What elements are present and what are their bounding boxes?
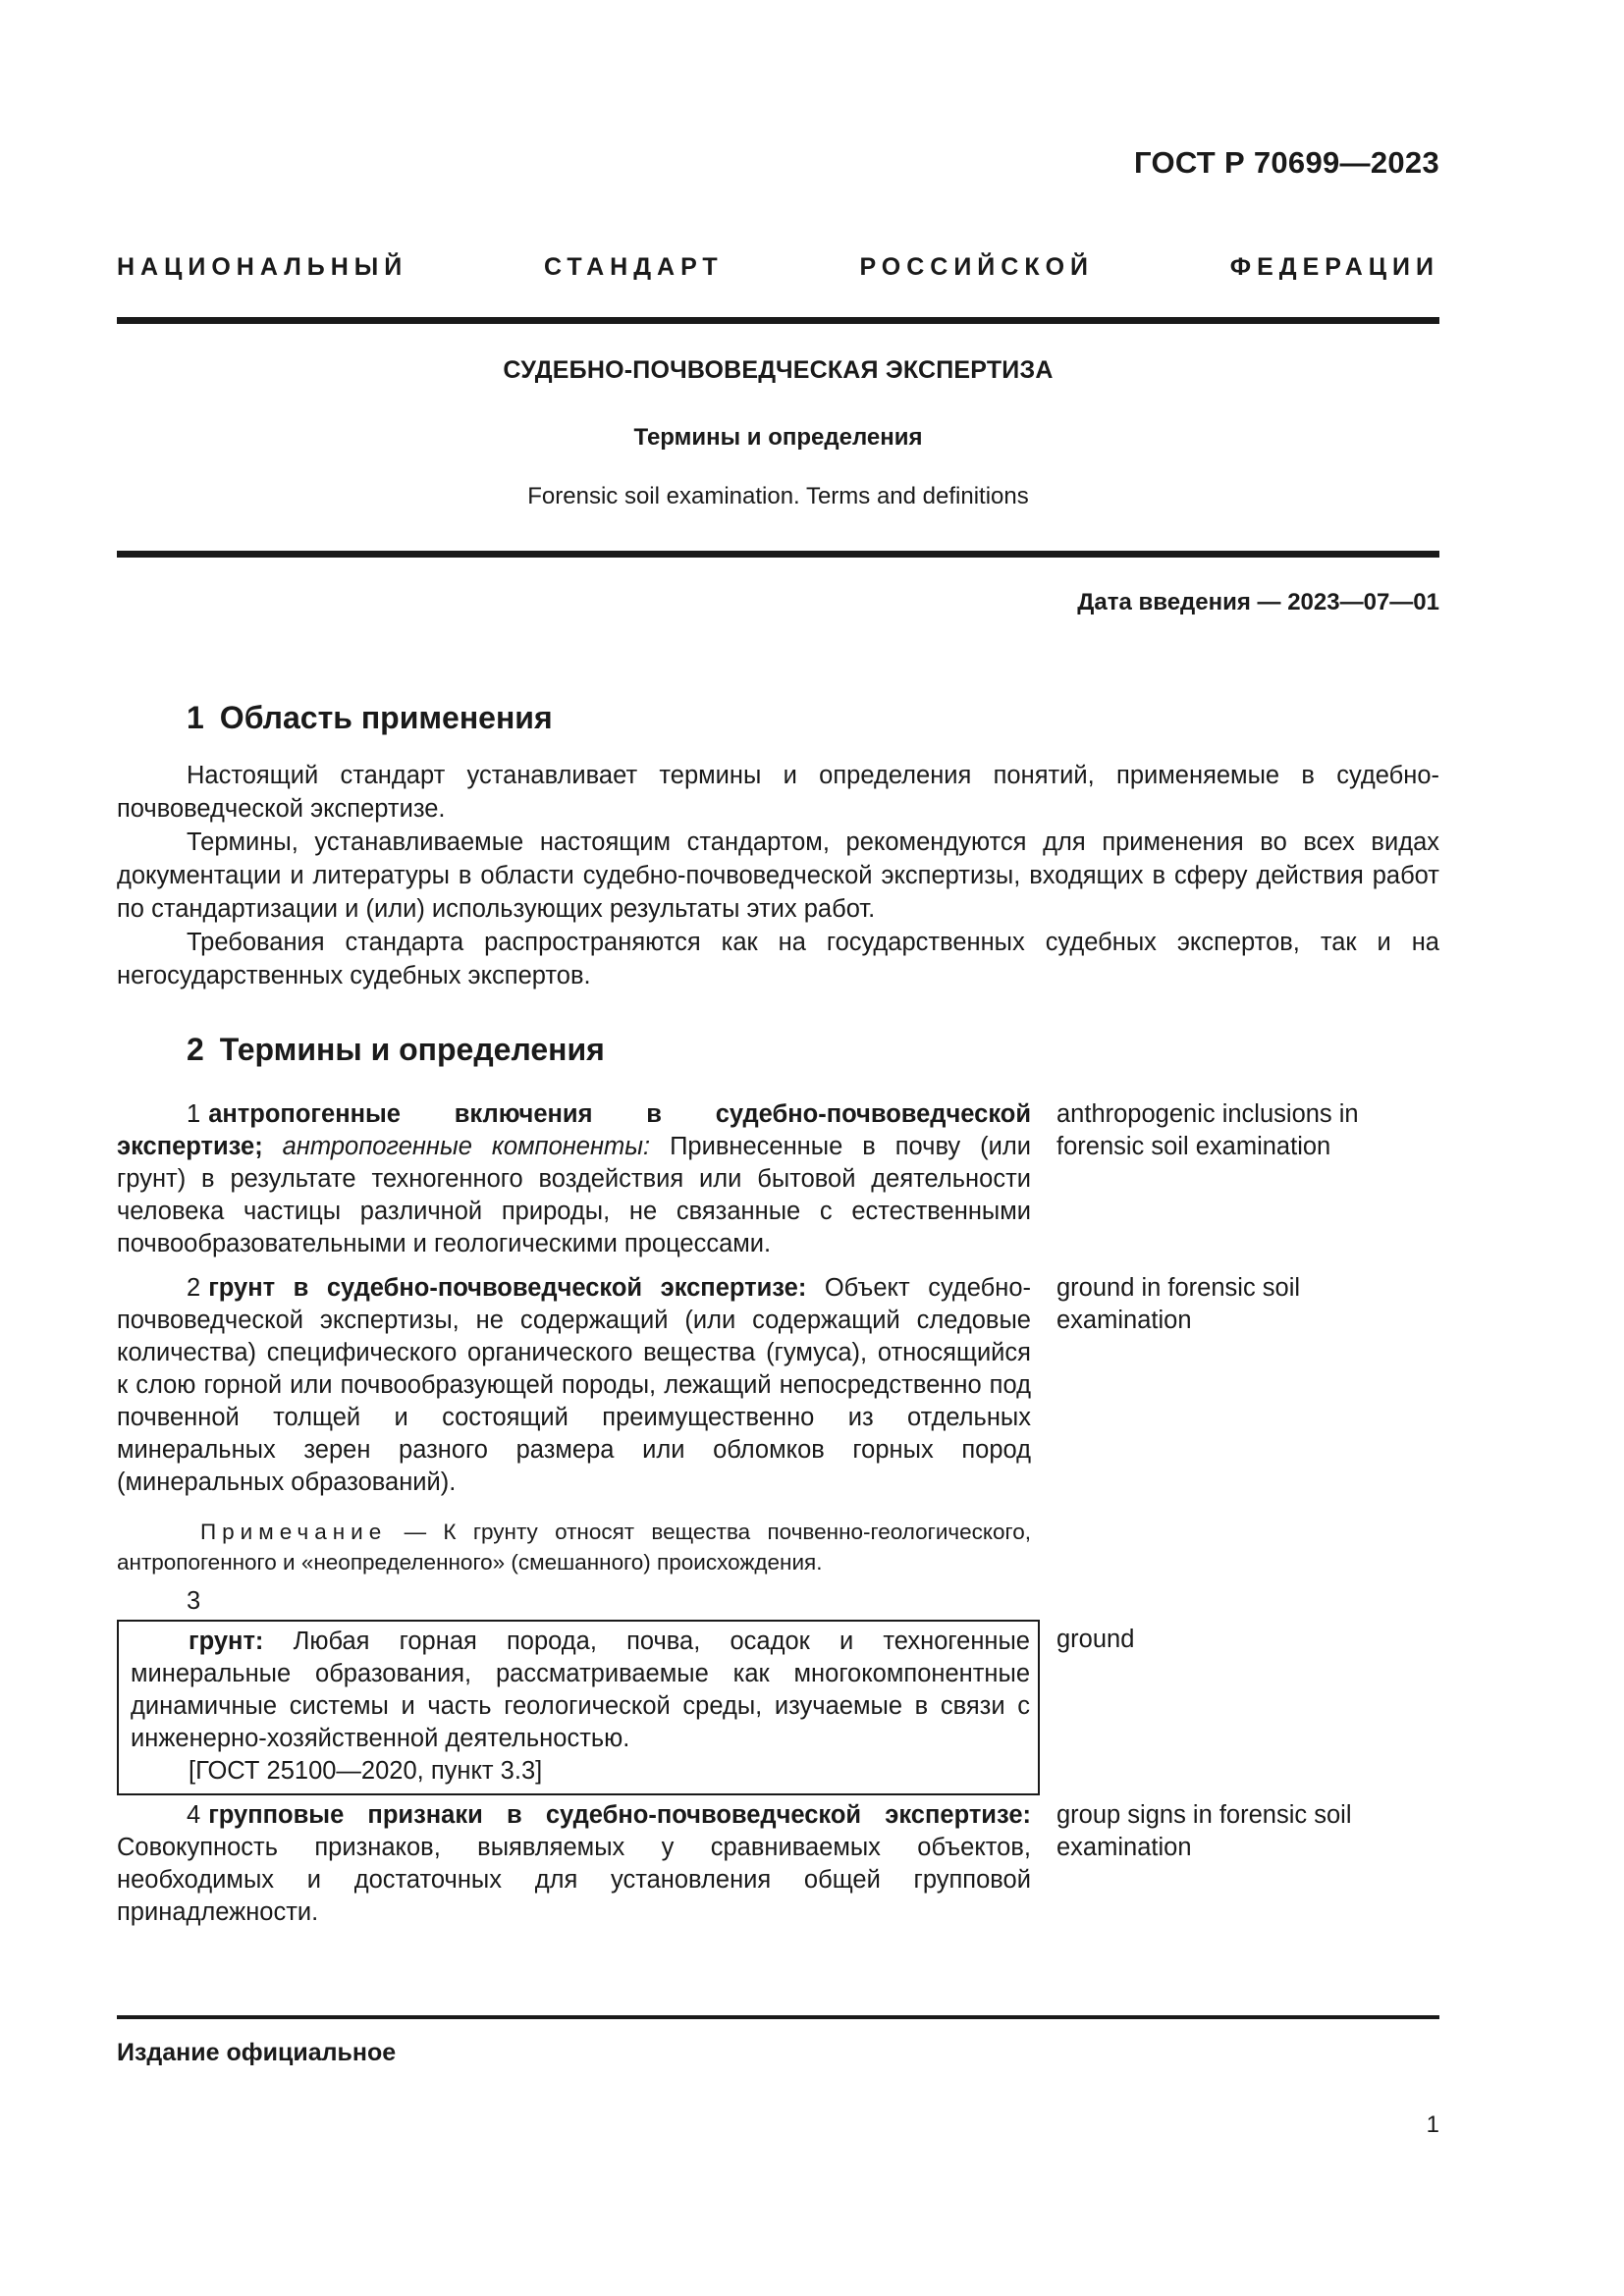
terms-list [117,1098,1439,1929]
term-definition: Любая горная порода, почва, осадок и техногенные минеральные образования, рассматриваемые как многокомпонентные динамичные системы и часть геологической среды, изучаемые в связи с инженерно-хозяйственной деятельностью. [131,1628,1030,1752]
term-definition: Совокупность признаков, выявляемых у сравниваемых объектов, необходимых и достаточных для установления общей групповой принадлежности. [117,1834,1031,1926]
scope-section-body [117,759,1439,992]
section-number: 2 [187,1032,204,1067]
banner-word: ФЕДЕРАЦИИ [1229,253,1439,281]
term-entry-4 [117,1799,1439,1929]
term-synonym: антропогенные компоненты: [282,1133,651,1160]
term-number: 4 [187,1801,201,1829]
banner-word: РОССИЙСКОЙ [859,253,1095,281]
banner-word: НАЦИОНАЛЬНЫЙ [117,253,408,281]
section-number: 1 [187,700,204,735]
term-entry-3 [117,1618,1439,1795]
term-definition: Привнесенные в почву (или грунт) в результате техногенного воздействия или бытовой деятельности человека частицы различной природы, не связанные с естественными почвообразовательными и геологическими процессами. [117,1133,1031,1257]
term-definition-block [117,1098,1031,1260]
term-name: грунт в судебно-почвоведческой экспертизе: [208,1274,807,1302]
top-divider [117,317,1439,324]
document-title: СУДЕБНО-ПОЧВОВЕДЧЕСКАЯ ЭКСПЕРТИЗА [503,356,1054,384]
term-english-equivalent: group signs in forensic soil examination [1056,1801,1352,1861]
term-entry-1 [117,1098,1439,1260]
term-definition: Объект судебно-почвоведческой экспертизы, не содержащий (или содержащий следовые количества) специфического органического вещества (гумуса), относящийся к слою горной или почвообразующей породы, лежащий непосредственно под почвенной толщей и состоящий преимущественно из отдельных минеральных зерен разного размера или обломков горных пород (минеральных образований). [117,1274,1031,1496]
introduction-date: Дата введения — 2023—07—01 [1077,589,1439,615]
footer-divider [117,2015,1439,2019]
official-edition-label: Издание официальное [117,2039,397,2066]
scope-paragraph: Настоящий стандарт устанавливает термины и определения понятий, применяемые в судебно-почвоведческой экспертизе. [117,762,1439,823]
term-definition-block [117,1272,1031,1577]
english-title: Forensic soil examination. Terms and definitions [527,483,1029,509]
national-standard-banner [117,253,1439,282]
note-text: — К грунту относят вещества почвенно-геологического, антропогенного и «неопределенного» (смешанного) происхождения. [117,1520,1031,1575]
section-title: Термины и определения [219,1032,605,1067]
note-label: Примечание [200,1520,388,1544]
section-2-heading [187,1032,605,1068]
banner-word: СТАНДАРТ [543,253,724,281]
term-note [117,1517,1031,1577]
term-entry-2 [117,1272,1439,1577]
term-english-equivalent: ground in forensic soil examination [1056,1274,1301,1334]
term-english-equivalent: ground [1056,1626,1135,1653]
term-number: 2 [187,1274,201,1302]
term-reference: [ГОСТ 25100—2020, пункт 3.3] [189,1757,543,1785]
borrowed-term-box [117,1620,1040,1795]
term-number: 1 [187,1100,201,1128]
term-name: грунт: [189,1628,264,1655]
term-english-equivalent: anthropogenic inclusions in forensic soil examination [1056,1100,1359,1160]
title-divider [117,551,1439,558]
document-subtitle: Термины и определения [633,424,923,451]
scope-paragraph: Термины, устанавливаемые настоящим стандартом, рекомендуются для применения во всех видах документации и литературы в области судебно-почвоведческой экспертизы, входящих в сферу действия работ по стандартизации и (или) использующих результаты этих работ. [117,828,1439,923]
term-name: антропогенные включения в судебно-почвоведческой экспертизе; [117,1100,1031,1160]
term-number: 3 [187,1587,201,1615]
scope-paragraph: Требования стандарта распространяются как на государственных судебных экспертов, так и на негосударственных судебных экспертов. [117,929,1439,989]
term-name: групповые признаки в судебно-почвоведческой экспертизе: [208,1801,1031,1829]
section-title: Область применения [219,700,553,735]
term-definition-block [117,1799,1031,1929]
section-1-heading [187,700,553,736]
standard-number: ГОСТ Р 70699—2023 [1134,145,1439,180]
page-number: 1 [1426,2111,1439,2138]
